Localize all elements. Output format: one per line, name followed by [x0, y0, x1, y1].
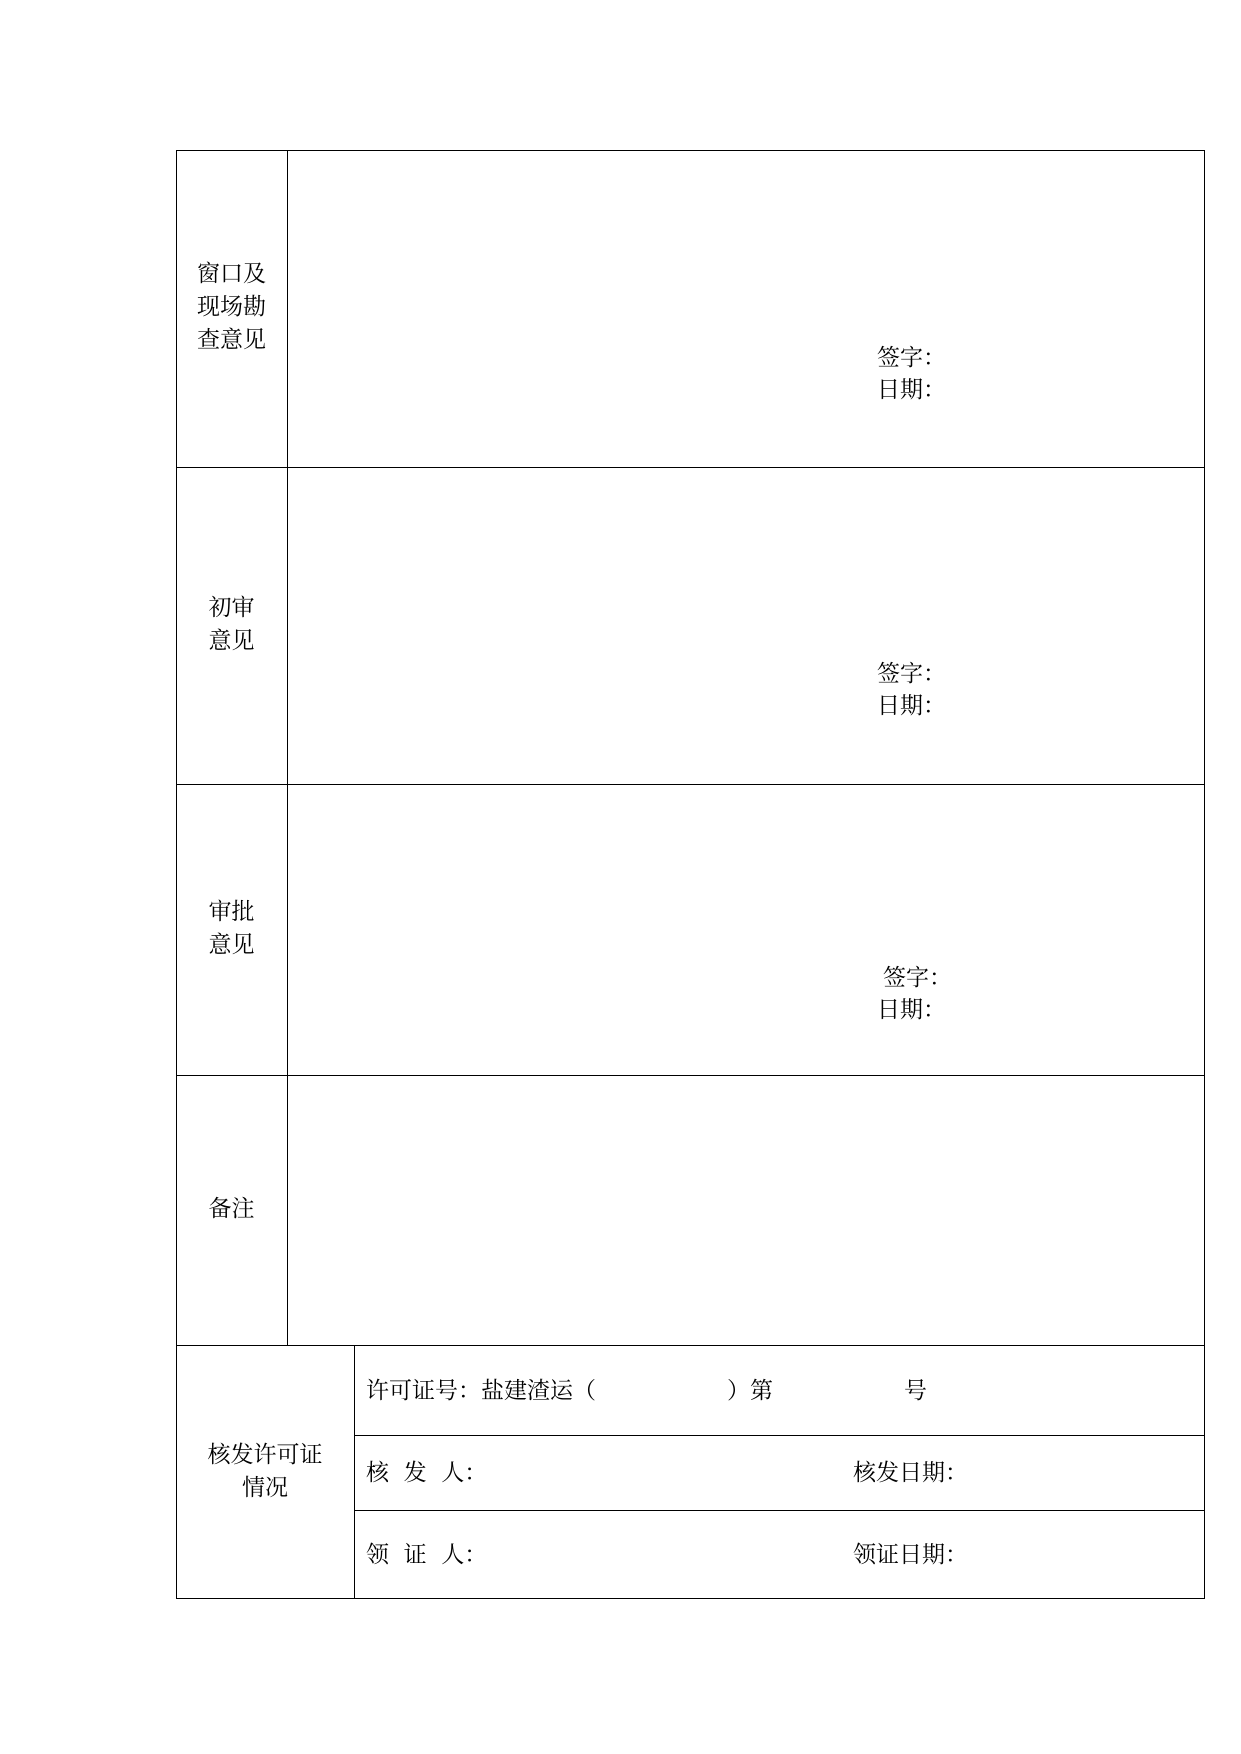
row-divider	[176, 467, 1205, 468]
row-divider	[354, 1510, 1205, 1511]
preliminary-review-label	[176, 592, 287, 658]
label-line: 核发许可证	[207, 1442, 323, 1468]
permit-number-middle: ）第	[727, 1378, 773, 1404]
signature-field-label: 签字：	[877, 345, 946, 371]
label-line: 意见	[208, 628, 255, 654]
row-divider	[176, 1075, 1205, 1076]
permit-issuance-label	[176, 1439, 354, 1505]
label-line: 窗口及	[197, 261, 266, 287]
label-line: 意见	[208, 932, 255, 958]
row-divider	[176, 1345, 1205, 1346]
permit-number-suffix: 号	[904, 1378, 927, 1404]
issuer-label: 核 发 人：	[366, 1460, 488, 1486]
row-divider	[176, 784, 1205, 785]
preliminary-signature-block	[877, 658, 946, 722]
window-site-opinion-label	[176, 258, 287, 357]
remarks-label: 备注	[208, 1196, 255, 1222]
date-field-label: 日期：	[877, 377, 946, 403]
permit-number-prefix: 许可证号：盐建渣运（	[366, 1378, 596, 1404]
application-form-table	[176, 150, 1205, 1599]
date-field-label: 日期：	[877, 997, 946, 1023]
signature-field-label: 签字：	[883, 965, 952, 991]
signature-field-label: 签字：	[877, 661, 946, 687]
label-line: 初审	[208, 595, 255, 621]
date-field-label: 日期：	[877, 693, 946, 719]
label-line: 情况	[242, 1475, 288, 1501]
window-site-signature-block	[877, 342, 946, 406]
approval-opinion-label	[176, 896, 287, 962]
receiver-label: 领 证 人：	[366, 1542, 488, 1568]
approval-signature-block	[877, 962, 952, 1026]
label-line: 审批	[208, 899, 255, 925]
label-line: 现场勘	[197, 294, 266, 320]
receive-date-label: 领证日期：	[853, 1542, 968, 1568]
column-divider	[287, 150, 288, 1345]
issue-date-label: 核发日期：	[853, 1460, 968, 1486]
column-divider	[354, 1345, 355, 1599]
label-line: 查意见	[197, 327, 266, 353]
row-divider	[354, 1435, 1205, 1436]
